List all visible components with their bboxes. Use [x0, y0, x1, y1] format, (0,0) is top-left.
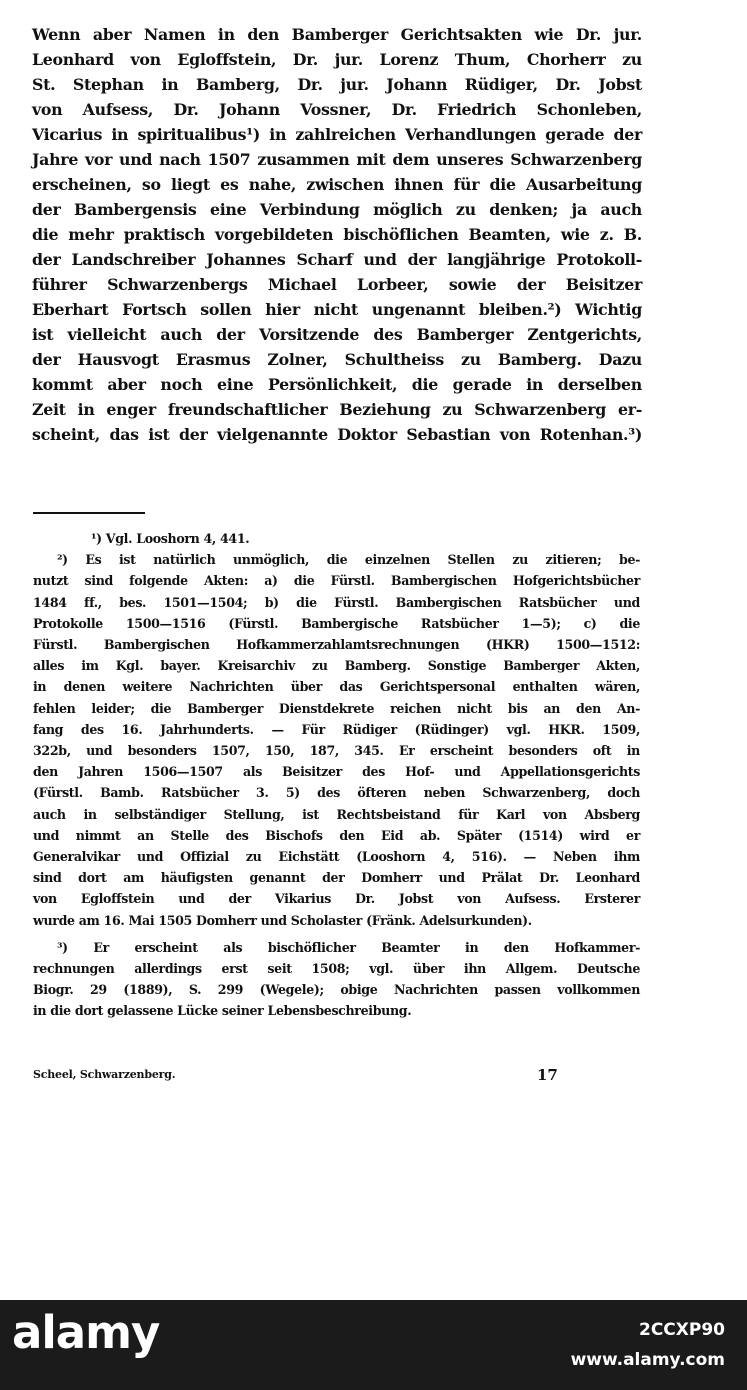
footnote-2-line: 322b, und besonders 1507, 150, 187, 345. Er erscheint besonders oft in: [33, 743, 640, 759]
main-text-line: Jahre vor und nach 1507 zusammen mit dem unseres Schwarzenberg: [32, 150, 642, 169]
main-text-line: von Aufsess, Dr. Johann Vossner, Dr. Friedrich Schonleben,: [32, 100, 642, 119]
banner-url: www.alamy.com: [570, 1350, 725, 1370]
main-text-line: Wenn aber Namen in den Bamberger Gerichtsakten wie Dr. jur.: [32, 25, 642, 44]
main-text-line: Vicarius in spiritualibus¹) in zahlreichen Verhandlungen gerade der: [32, 125, 642, 144]
footnote-2-line: fang des 16. Jahrhunderts. — Für Rüdiger (Rüdinger) vgl. HKR. 1509,: [33, 721, 640, 737]
footnote-3-line: Biogr. 29 (1889), S. 299 (Wegele); obige Nachrichten passen vollkommen: [33, 982, 640, 998]
footnote-2-line: (Fürstl. Bamb. Ratsbücher 3. 5) des öfteren neben Schwarzenberg, doch: [33, 785, 640, 801]
main-text-line: führer Schwarzenbergs Michael Lorbeer, sowie der Beisitzer: [32, 275, 642, 294]
alamy-logo: alamy: [12, 1306, 160, 1359]
footnote-2-line: nutzt sind folgende Akten: a) die Fürstl. Bambergischen Hofgerichtsbücher: [33, 573, 640, 589]
footnote-2-line: von Egloffstein und der Vikarius Dr. Jobst von Aufsess. Ersterer: [33, 891, 640, 907]
footnote-2-line: sind dort am häufigsten genannt der Domherr und Prälat Dr. Leonhard: [33, 870, 640, 886]
main-text-line: erscheinen, so liegt es nahe, zwischen ihnen für die Ausarbeitung: [32, 175, 642, 194]
main-text-line: der Landschreiber Johannes Scharf und der langjährige Protokoll-: [32, 250, 642, 269]
footnote-1: ¹) Vgl. Looshorn 4, 441.: [91, 531, 250, 546]
main-text-line: ist vielleicht auch der Vorsitzende des Bamberger Zentgerichts,: [32, 325, 642, 344]
signature-mark: Scheel, Schwarzenberg.: [33, 1068, 176, 1081]
main-paragraph: [32, 22, 642, 447]
main-text-line: der Hausvogt Erasmus Zolner, Schultheiss zu Bamberg. Dazu: [32, 350, 642, 369]
footnote-2-line: 1484 ff., bes. 1501—1504; b) die Fürstl. Bambergischen Ratsbücher und: [33, 594, 640, 610]
footnote-3-line: rechnungen allerdings erst seit 1508; vgl. über ihn Allgem. Deutsche: [33, 961, 640, 977]
footnote-2-line: Fürstl. Bambergischen Hofkammerzahlamtsrechnungen (HKR) 1500—1512:: [33, 637, 640, 653]
footnote-divider: [33, 512, 145, 514]
main-text-line: kommt aber noch eine Persönlichkeit, die gerade in derselben: [32, 375, 642, 394]
footnote-2-line: auch in selbständiger Stellung, ist Rechtsbeistand für Karl von Absberg: [33, 806, 640, 822]
main-text-line: Leonhard von Egloffstein, Dr. jur. Lorenz Thum, Chorherr zu: [32, 50, 642, 69]
footnote-2-line: in denen weitere Nachrichten über das Gerichtspersonal enthalten wären,: [33, 679, 640, 695]
page-number: 17: [537, 1066, 558, 1084]
main-text-line: Zeit in enger freundschaftlicher Beziehung zu Schwarzenberg er-: [32, 400, 642, 419]
footnote-3-line: ³) Er erscheint als bischöflicher Beamter in den Hofkammer-: [57, 939, 640, 955]
main-text-line: der Bambergensis eine Verbindung möglich zu denken; ja auch: [32, 200, 642, 219]
main-text-line: scheint, das ist der vielgenannte Doktor Sebastian von Rotenhan.³): [32, 425, 642, 444]
footnote-2-line: Generalvikar und Offizial zu Eichstätt (Looshorn 4, 516). — Neben ihm: [33, 849, 640, 865]
footnote-2-line: den Jahren 1506—1507 als Beisitzer des Hof- und Appellationsgerichts: [33, 764, 640, 780]
main-text-line: St. Stephan in Bamberg, Dr. jur. Johann Rüdiger, Dr. Jobst: [32, 75, 642, 94]
footnote-2-line: Protokolle 1500—1516 (Fürstl. Bambergische Ratsbücher 1—5); c) die: [33, 615, 640, 631]
footnote-2-line: und nimmt an Stelle des Bischofs den Eid ab. Später (1514) wird er: [33, 827, 640, 843]
main-text-line: Eberhart Fortsch sollen hier nicht ungenannt bleiben.²) Wichtig: [32, 300, 642, 319]
footnote-2-line: wurde am 16. Mai 1505 Domherr und Scholaster (Fränk. Adelsurkunden).: [33, 912, 532, 928]
stock-watermark-banner: [0, 1300, 747, 1390]
footnote-3-line: in die dort gelassene Lücke seiner Lebensbeschreibung.: [33, 1003, 412, 1019]
footnote-2-line: fehlen leider; die Bamberger Dienstdekrete reichen nicht bis an den An-: [33, 700, 640, 716]
main-text-line: die mehr praktisch vorgebildeten bischöflichen Beamten, wie z. B.: [32, 225, 642, 244]
footnote-2-line: ²) Es ist natürlich unmöglich, die einzelnen Stellen zu zitieren; be-: [57, 552, 640, 568]
image-id: 2CCXP90: [638, 1320, 725, 1340]
footnotes: [33, 528, 640, 1022]
footnote-2-line: alles im Kgl. bayer. Kreisarchiv zu Bamberg. Sonstige Bamberger Akten,: [33, 658, 640, 674]
